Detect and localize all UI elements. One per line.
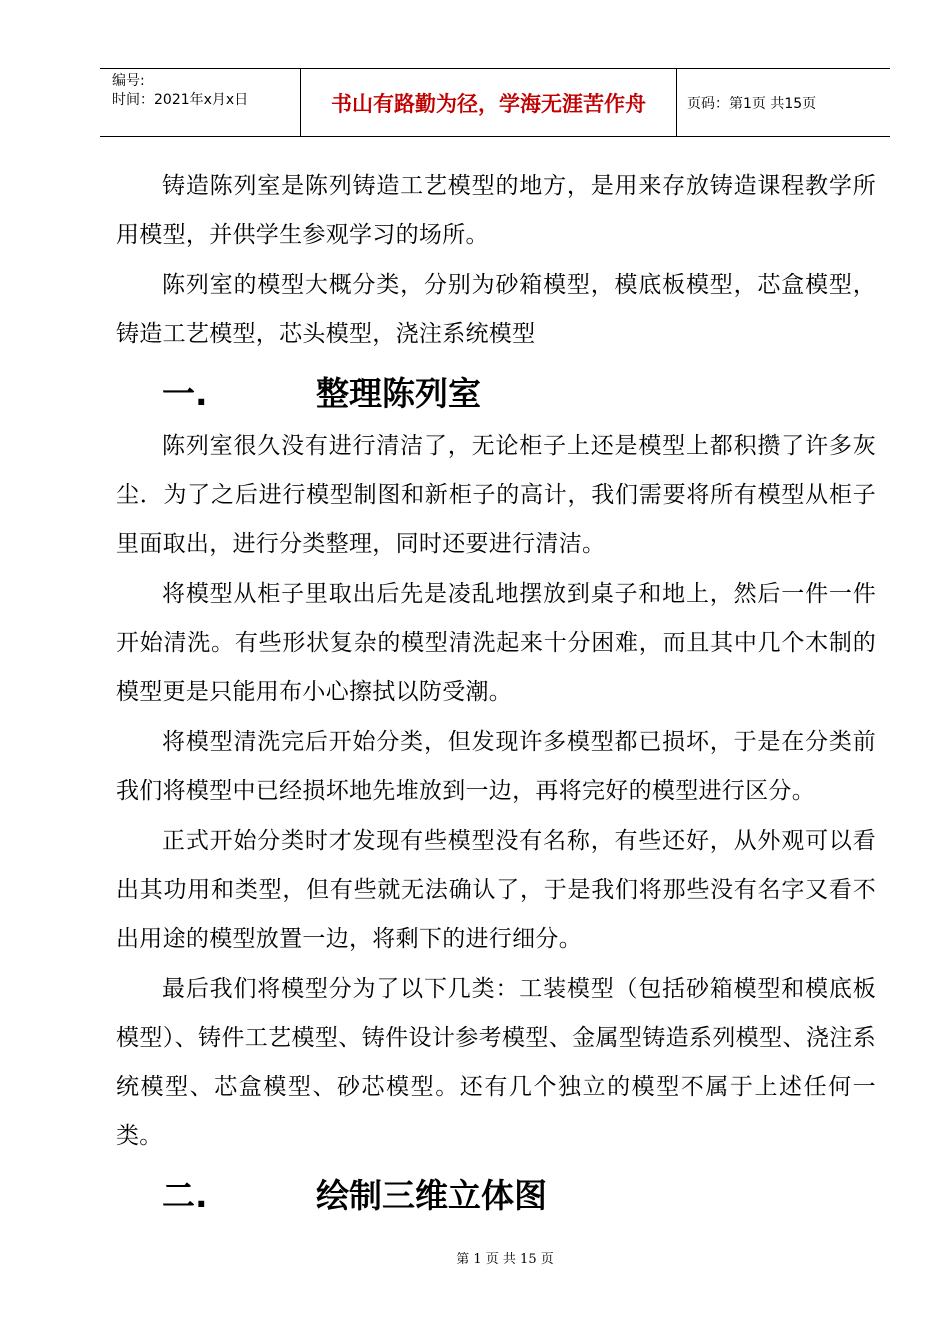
section-heading-1 [116, 360, 876, 422]
time-label: 时间：2021年x月x日 [112, 92, 249, 108]
number-label: 编号: [112, 73, 145, 89]
section-number: 二. [162, 1175, 208, 1215]
document-body [116, 162, 876, 1224]
page-header [100, 68, 890, 137]
section-heading-2 [116, 1162, 876, 1224]
section-title: 整理陈列室 [316, 373, 481, 413]
paragraph: 正式开始分类时才发现有些模型没有名称，有些还好，从外观可以看出其功用和类型，但有些就无法确认了，于是我们将那些没有名字又看不出用途的模型放置一边，将剩下的进行细分。 [116, 828, 876, 952]
header-motto: 书山有路勤为径，学海无涯苦作舟 [301, 69, 677, 136]
section-title: 绘制三维立体图 [316, 1175, 547, 1215]
section-number: 一. [162, 373, 208, 413]
paragraph: 陈列室的模型大概分类，分别为砂箱模型，模底板模型，芯盒模型，铸造工艺模型，芯头模型，浇注系统模型 [116, 272, 876, 347]
paragraph: 将模型从柜子里取出后先是凌乱地摆放到桌子和地上，然后一件一件开始清洗。有些形状复杂的模型清洗起来十分困难，而且其中几个木制的模型更是只能用布小心擦拭以防受潮。 [116, 581, 876, 705]
paragraph: 铸造陈列室是陈列铸造工艺模型的地方，是用来存放铸造课程教学所用模型，并供学生参观学习的场所。 [116, 173, 876, 248]
paragraph: 陈列室很久没有进行清洁了，无论柜子上还是模型上都积攒了许多灰尘．为了之后进行模型制图和新柜子的高计，我们需要将所有模型从柜子里面取出，进行分类整理，同时还要进行清洁。 [116, 433, 876, 557]
paragraph: 将模型清洗完后开始分类，但发现许多模型都已损坏，于是在分类前我们将模型中已经损坏地先堆放到一边，再将完好的模型进行区分。 [116, 729, 876, 804]
header-meta [100, 69, 301, 136]
page-footer: 第 1 页 共 15 页 [456, 1252, 554, 1267]
paragraph: 最后我们将模型分为了以下几类：工装模型（包括砂箱模型和模底板模型）、铸件工艺模型、铸件设计参考模型、金属型铸造系列模型、浇注系统模型、芯盒模型、砂芯模型。还有几个独立的模型不属于上述任何一类。 [116, 976, 876, 1149]
header-page-info: 页码：第1页 共15页 [687, 95, 817, 112]
